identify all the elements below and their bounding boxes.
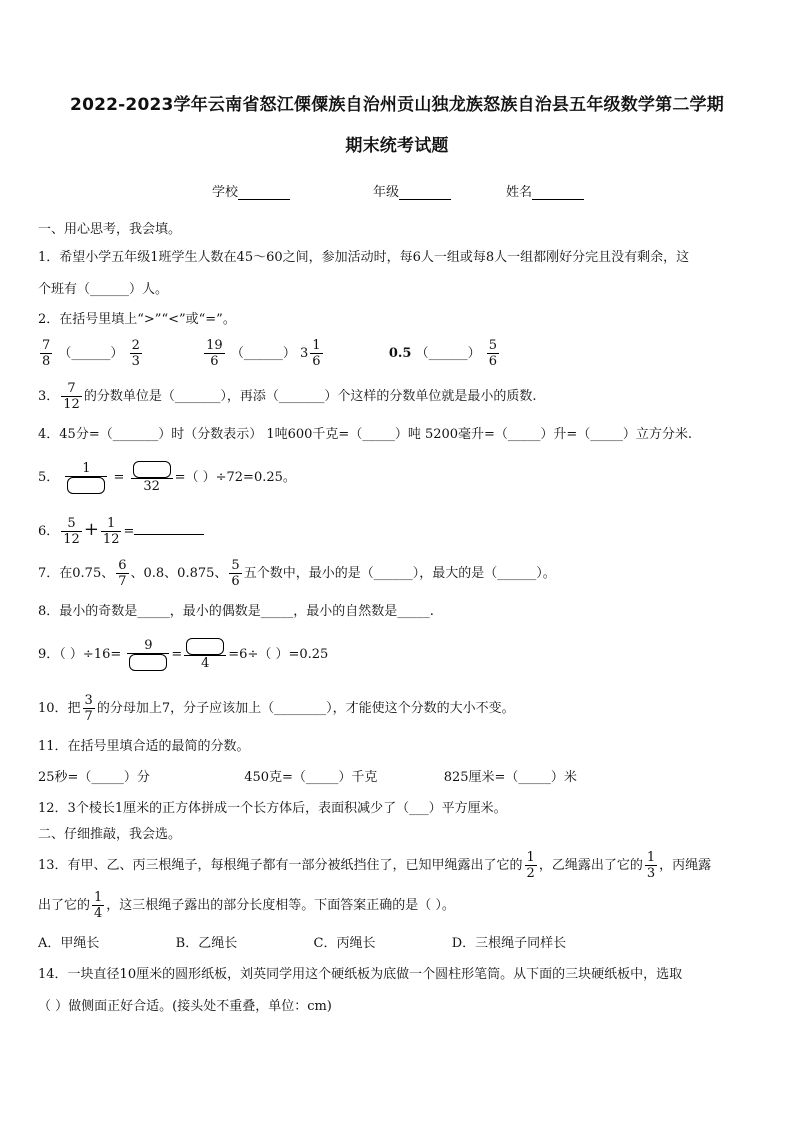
q11-item-b: 450克=（_____）千克 [244,770,378,785]
name-field [506,181,584,200]
name-label: 姓名 [506,185,533,200]
grade-blank[interactable] [399,185,451,200]
question-4: 4．45分=（_______）时（分数表示） 1吨600千克=（_____）吨 5200毫升=（_____）升=（_____）立方分米. [38,427,692,442]
question-3 [38,381,764,412]
question-10: 10．把 $\frac{3}{7}$ 的分母加上7，分子应该加上（________），才能使这个分数的大小不变。 [38,693,515,724]
school-label: 学校 [212,185,239,200]
fraction: $\frac{1}{12}$ [102,516,120,547]
question-14-line1: 14．一块直径10厘米的圆形纸板，刘英同学用这个硬纸板为底做一个圆柱形笔筒。从下面的三块硬纸板中，选取 [38,967,683,982]
answer-line[interactable] [134,522,204,535]
question-number: 6． [38,524,60,539]
answer-box[interactable] [186,638,224,655]
question-12: 12．3个棱长1厘米的正方体拼成一个长方体后，表面积减少了（___）平方厘米。 [38,801,507,816]
grade-field [373,181,451,200]
option-d[interactable]: D．三根绳子同样长 [451,936,567,951]
answer-box[interactable] [129,654,167,671]
question-8: 8．最小的奇数是_____，最小的偶数是_____，最小的自然数是_____. [38,604,434,619]
question-2-comparisons [38,338,764,369]
fraction: $\frac{2}{3}$ [131,338,140,369]
question-number: 5． [38,470,60,485]
compare-blank[interactable]: （______） [415,346,481,361]
section-1-heading: 一、用心思考，我会填。 [38,222,182,237]
question-1-line2: 个班有（______）人。 [38,282,169,297]
school-blank[interactable] [238,185,290,200]
option-b[interactable]: B．乙绳长 [175,936,238,951]
decimal-value: 0.5 [388,346,412,361]
mixed-number-whole: 3 [299,346,309,361]
option-c[interactable]: C．丙绳长 [313,936,376,951]
question-11: 11．在括号里填合适的最简的分数。 [38,739,250,754]
question-13-options [38,935,764,953]
fraction: $\frac{3}{7}$ [84,693,93,724]
fraction: 4 [184,638,226,671]
question-2: 2．在括号里填上“>”“<”或“=”。 [38,312,236,327]
grade-label: 年级 [373,185,400,200]
compare-blank[interactable]: （______） [58,346,124,361]
fraction: 9 [127,638,169,671]
school-field [212,181,290,200]
compare-blank[interactable]: （______） [230,346,296,361]
question-3-text: 的分数单位是（_______），再添（_______）个这样的分数单位就是最小的质数. [83,389,537,404]
fraction: $\frac{1}{6}$ [312,338,321,369]
question-13-line1: 13．有甲、乙、丙三根绳子，每根绳子都有一部分被纸挡住了，已知甲绳露出了它的 $\frac{1}{2}$ ，乙绳露出了它的 $\frac{1}{3}$ ，丙绳露 [38,850,712,881]
fraction: $\frac{6}{7}$ [118,558,127,589]
section-2-heading: 二、仔细推敲，我会选。 [38,827,182,842]
fraction: $\frac{5}{6}$ [488,338,498,369]
fraction: $\frac{1}{2}$ [526,850,535,881]
fraction: $\frac{1}{3}$ [646,850,656,881]
fraction: $\frac{5}{6}$ [231,558,240,589]
question-1-line1: 1．希望小学五年级1班学生人数在45～60之间，参加活动时，每6人一组或每8人一组都刚好分完且没有剩余，这 [38,250,690,265]
question-5: 5． 1 = 32 =（ ）÷72=0.25。 [38,461,296,494]
question-9: 9．（ ）÷16= 9 = 4 =6÷（ ）=0.25 [38,638,329,671]
fraction: $\frac{19}{6}$ [206,338,223,369]
q11-item-a: 25秒=（_____）分 [38,770,150,785]
question-14-line2: （ ）做侧面正好合适。(接头处不重叠，单位：cm) [38,999,332,1014]
question-11-items [38,769,764,787]
fraction: $\frac{5}{12}$ [63,516,80,547]
option-a[interactable]: A．甲绳长 [38,936,100,951]
answer-box[interactable] [67,477,105,494]
name-blank[interactable] [532,185,584,200]
answer-box[interactable] [133,461,171,478]
question-6: 6． $\frac{5}{12}$ + $\frac{1}{12}$ = [38,516,764,547]
fraction: $\frac{1}{4}$ [94,890,103,921]
exam-title-line2: 期末统考试题 [345,136,449,156]
question-number: 3． [38,389,60,404]
q11-item-c: 825厘米=（_____）米 [443,770,577,785]
exam-title-line1: 2022-2023学年云南省怒江傈僳族自治州贡山独龙族怒族自治县五年级数学第二学期 [70,95,724,115]
question-5-text: =（ ）÷72=0.25。 [174,470,296,485]
fraction: 32 [131,461,173,494]
question-7: 7．在0.75、 $\frac{6}{7}$ 、0.8、0.875、 $\frac{5}{6}$ 五个数中，最小的是（______），最大的是（______）。 [38,558,556,589]
question-13-line2: 出了它的 $\frac{1}{4}$ ，这三根绳子露出的部分长度相等。下面答案正确的是（ ）。 [38,890,455,921]
fraction: 1 [65,461,107,494]
fraction: $\frac{7}{8}$ [42,338,51,369]
fraction: $\frac{7}{12}$ [63,381,80,412]
